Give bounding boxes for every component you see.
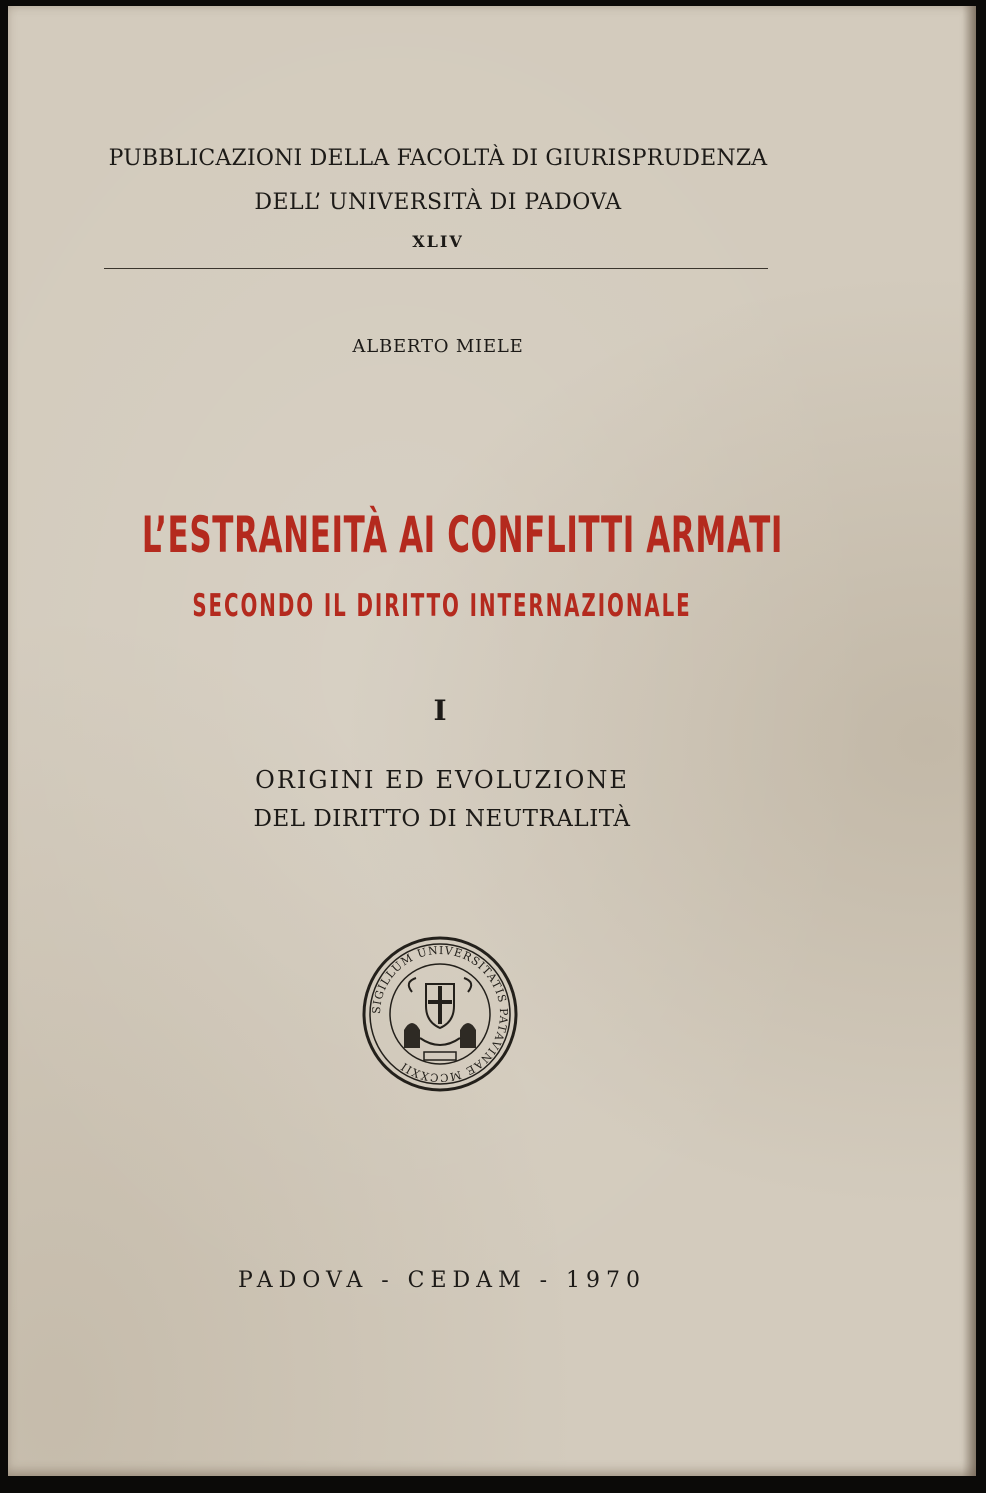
publisher-imprint: PADOVA - CEDAM - 1970 (237, 1268, 646, 1293)
book-cover (8, 6, 976, 1476)
author-name: ALBERTO MIELE (352, 336, 524, 357)
book-title: L’ESTRANEITÀ AI CONFLITTI ARMATI (141, 506, 783, 564)
university-seal-icon (360, 934, 520, 1094)
volume-title-line-2: DEL DIRITTO DI NEUTRALITÀ (253, 806, 631, 832)
seal-inscription: SIGILLUM UNIVERSITATIS PATAVINAE MCCXXII (369, 943, 511, 1085)
volume-title-line-1: ORIGINI ED EVOLUZIONE (255, 766, 629, 794)
series-title: PUBBLICAZIONI DELLA FACOLTÀ DI GIURISPRUDENZA (108, 146, 768, 171)
divider-rule (104, 268, 768, 269)
volume-number: I (433, 694, 447, 727)
series-university: DELL’ UNIVERSITÀ DI PADOVA (254, 190, 622, 215)
series-number: XLIV (412, 232, 464, 251)
page-edge-shadow (962, 6, 976, 1476)
book-subtitle: SECONDO IL DIRITTO INTERNAZIONALE (192, 588, 692, 624)
